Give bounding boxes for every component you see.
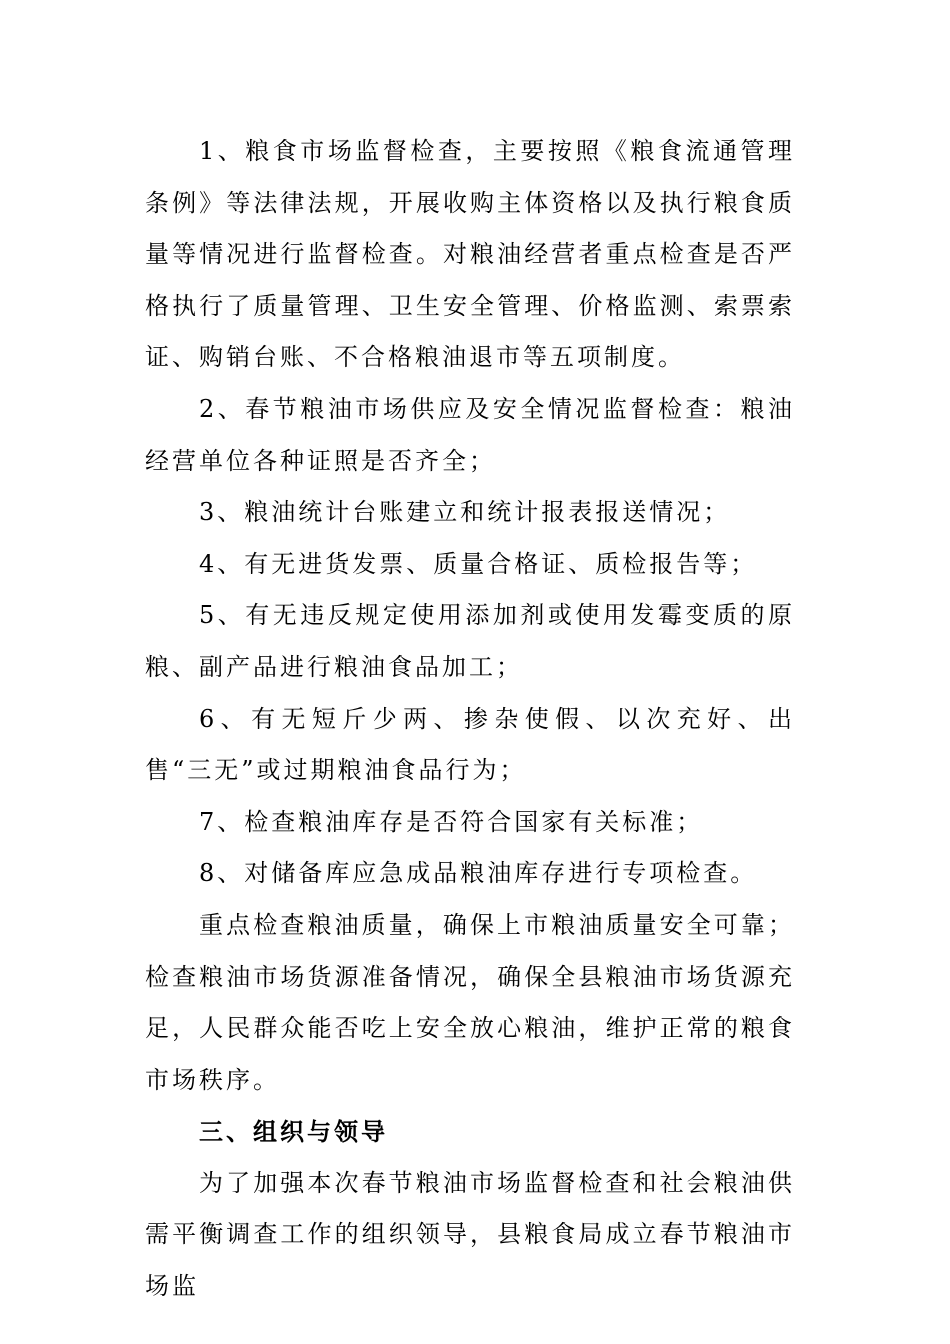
summary-paragraph: 重点检查粮油质量，确保上市粮油质量安全可靠；检查粮油市场货源准备情况，确保全县粮油市场货源充足，人民群众能否吃上安全放心粮油，维护正常的粮食市场秩序。 bbox=[145, 910, 795, 1094]
closing-paragraph: 为了加强本次春节粮油市场监督检查和社会粮油供需平衡调查工作的组织领导，县粮食局成立春节粮油市场监 bbox=[145, 1168, 795, 1301]
paragraph-item-1: 1、粮食市场监督检查，主要按照《粮食流通管理条例》等法律法规，开展收购主体资格以及执行粮食质量等情况进行监督检查。对粮油经营者重点检查是否严格执行了质量管理、卫生安全管理、价格监测、索票索证、购销台账、不合格粮油退市等五项制度。 bbox=[145, 137, 795, 372]
paragraph-item-3: 3、粮油统计台账建立和统计报表报送情况； bbox=[199, 498, 731, 527]
document-body bbox=[145, 126, 795, 1313]
paragraph-item-4: 4、有无进货发票、质量合格证、质检报告等； bbox=[199, 549, 758, 578]
section-heading: 三、组织与领导 bbox=[199, 1117, 388, 1147]
paragraph-item-6: 6、有无短斤少两、掺杂使假、以次充好、出售“三无”或过期粮油食品行为； bbox=[145, 704, 795, 785]
paragraph-item-8: 8、对储备库应急成品粮油库存进行专项检查。 bbox=[199, 859, 758, 888]
paragraph-item-5: 5、有无违反规定使用添加剂或使用发霉变质的原粮、副产品进行粮油食品加工； bbox=[145, 601, 795, 681]
paragraph-item-7: 7、检查粮油库存是否符合国家有关标准； bbox=[199, 807, 704, 836]
paragraph-item-2: 2、春节粮油市场供应及安全情况监督检查：粮油经营单位各种证照是否齐全； bbox=[145, 394, 795, 475]
